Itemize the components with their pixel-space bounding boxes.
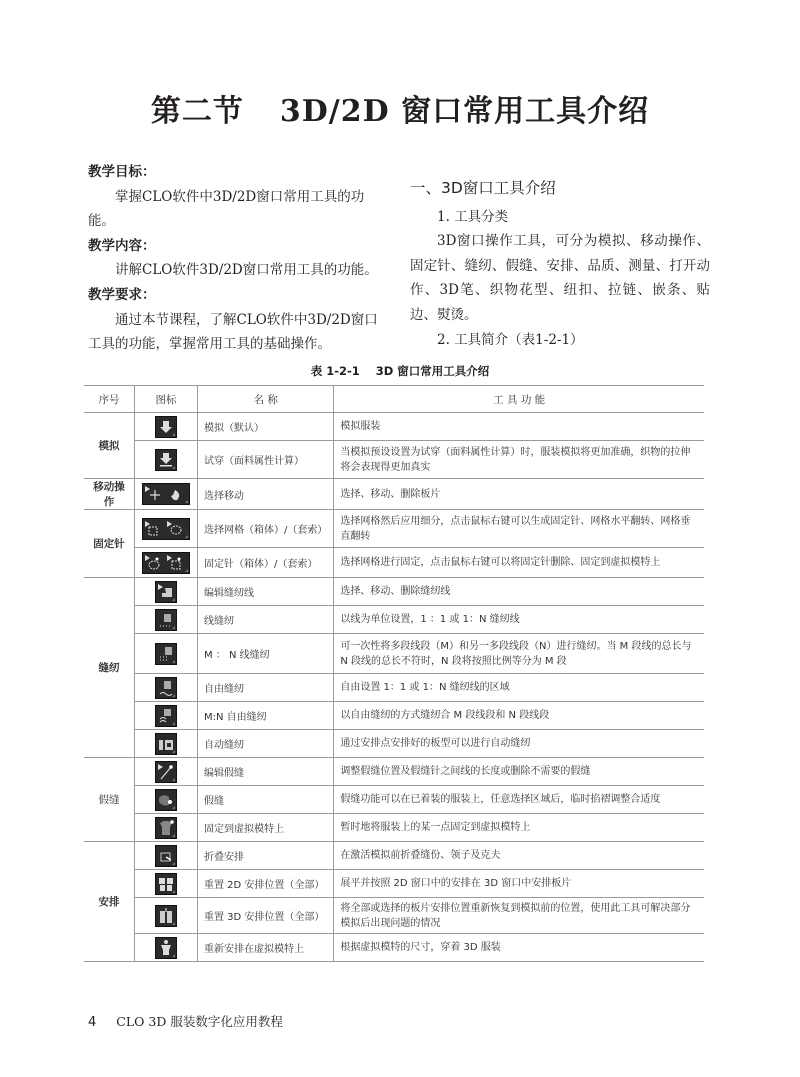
tool-name: 重置 2D 安排位置（全部） xyxy=(198,870,334,898)
tool-brief-heading: 2. 工具简介（表1-2-1） xyxy=(437,331,584,348)
icon-cell xyxy=(135,870,198,898)
tool-name: 固定到虚拟模特上 xyxy=(198,814,334,842)
table-row xyxy=(84,479,704,510)
icon-cell xyxy=(135,934,198,962)
requirement-text: 通过本节课程，了解CLO软件中3D/2D窗口工具的功能，掌握常用工具的基础操作。 xyxy=(88,311,378,353)
tool-name: 假缝 xyxy=(198,786,334,814)
tool-category-text: 3D窗口操作工具，可分为模拟、移动操作、固定针、缝纫、假缝、安排、品质、测量、打开动作、3D笔、织物花型、纽扣、拉链、嵌条、贴边、熨烫。 xyxy=(410,233,710,323)
select-move-icon xyxy=(142,483,190,505)
table-row xyxy=(84,786,704,814)
tack-icon xyxy=(155,789,177,811)
category-cell: 固定针 xyxy=(84,510,135,578)
fold-arrangement-icon xyxy=(155,845,177,867)
tool-name: 试穿（面料属性计算） xyxy=(198,441,334,479)
icon-cell xyxy=(135,510,198,548)
tool-name: 选择网格（箱体）/（套索） xyxy=(198,510,334,548)
category-cell: 假缝 xyxy=(84,758,135,842)
tool-name: 选择移动 xyxy=(198,479,334,510)
icon-cell xyxy=(135,758,198,786)
icon-cell xyxy=(135,578,198,606)
tool-function: 展平并按照 2D 窗口中的安排在 3D 窗口中安排板片 xyxy=(334,870,704,898)
select-mesh-icon xyxy=(142,518,190,540)
icon-cell xyxy=(135,606,198,634)
reset-2d-arrangement-icon xyxy=(155,873,177,895)
content-text: 讲解CLO软件3D/2D窗口常用工具的功能。 xyxy=(115,262,378,279)
book-title: CLO 3D 服装数字化应用教程 xyxy=(116,1014,283,1029)
table-row xyxy=(84,548,704,578)
content-heading: 教学内容： xyxy=(88,237,156,254)
tool-function: 模拟服装 xyxy=(334,413,704,441)
header-name: 名 称 xyxy=(198,386,334,413)
icon-cell xyxy=(135,634,198,674)
category-cell: 缝纫 xyxy=(84,578,135,758)
mn-free-sewing-icon xyxy=(155,705,177,727)
page-number: 4 xyxy=(88,1015,97,1030)
tool-function: 在激活模拟前折叠缝份、领子及克夫 xyxy=(334,842,704,870)
category-cell: 移动操作 xyxy=(84,479,135,510)
tool-name: 线缝纫 xyxy=(198,606,334,634)
auto-sewing-icon xyxy=(155,733,177,755)
table-header-row xyxy=(84,386,704,413)
tool-function: 暂时地将服装上的某一点固定到虚拟模特上 xyxy=(334,814,704,842)
table-caption xyxy=(0,363,800,379)
tool-name: 自动缝纫 xyxy=(198,730,334,758)
icon-cell xyxy=(135,842,198,870)
segment-sewing-icon xyxy=(155,609,177,631)
icon-cell xyxy=(135,674,198,702)
tool-name: 编辑假缝 xyxy=(198,758,334,786)
header-icon: 图标 xyxy=(135,386,198,413)
free-sewing-icon xyxy=(155,677,177,699)
tool-function: 选择网格进行固定，点击鼠标右键可以将固定针删除、固定到虚拟模特上 xyxy=(334,548,704,578)
tool-function: 可一次性将多段线段（M）和另一多段线段（N）进行缝纫。当 M 段线的总长与 N 段线的总长不符时，N 段将按照比例等分为 M 段 xyxy=(334,634,704,674)
requirement-heading: 教学要求： xyxy=(88,286,156,303)
tool-function: 以线为单位设置，1 ：1 或 1：N 缝纫线 xyxy=(334,606,704,634)
table-row xyxy=(84,702,704,730)
table-row xyxy=(84,758,704,786)
icon-cell xyxy=(135,413,198,441)
rearrange-on-avatar-icon xyxy=(155,937,177,959)
header-index: 序号 xyxy=(84,386,135,413)
icon-cell xyxy=(135,898,198,934)
category-cell: 安排 xyxy=(84,842,135,962)
teaching-info xyxy=(88,160,378,357)
page-footer xyxy=(88,1012,283,1030)
icon-cell xyxy=(135,702,198,730)
tool-name: 折叠安排 xyxy=(198,842,334,870)
section-title: 3D/2D 窗口常用工具介绍 xyxy=(279,94,650,129)
header-function: 工 具 功 能 xyxy=(334,386,704,413)
table-row xyxy=(84,413,704,441)
tool-name: M ： N 线缝纫 xyxy=(198,634,334,674)
table-row xyxy=(84,510,704,548)
tool-name: 编辑缝纫线 xyxy=(198,578,334,606)
tool-function: 将全部或选择的板片安排位置重新恢复到模拟前的位置，使用此工具可解决部分模拟后出现问题的情况 xyxy=(334,898,704,934)
table-row xyxy=(84,606,704,634)
mn-segment-sewing-icon xyxy=(155,643,177,665)
tool-name: 模拟（默认） xyxy=(198,413,334,441)
table-row xyxy=(84,578,704,606)
tool-name: 重新安排在虚拟模特上 xyxy=(198,934,334,962)
tool-function: 假缝功能可以在已着装的服装上，任意选择区域后，临时掐褶调整合适度 xyxy=(334,786,704,814)
simulate-icon xyxy=(155,416,177,438)
table-row xyxy=(84,634,704,674)
table-row xyxy=(84,814,704,842)
category-cell: 模拟 xyxy=(84,413,135,479)
fitting-simulate-icon xyxy=(155,449,177,471)
edit-sewing-icon xyxy=(155,581,177,603)
table-row xyxy=(84,674,704,702)
tool-intro xyxy=(410,176,710,352)
tool-name: M:N 自由缝纫 xyxy=(198,702,334,730)
tool-function: 以自由缝纫的方式缝纫合 M 段线段和 N 段线段 xyxy=(334,702,704,730)
tool-function: 根据虚拟模特的尺寸，穿着 3D 服装 xyxy=(334,934,704,962)
icon-cell xyxy=(135,814,198,842)
tool-function: 当模拟预设设置为试穿（面料属性计算）时，服装模拟将更加准确，织物的拉伸将会表现得更加真实 xyxy=(334,441,704,479)
tool-function: 选择、移动、删除缝纫线 xyxy=(334,578,704,606)
icon-cell xyxy=(135,548,198,578)
tool-name: 固定针（箱体）/（套索） xyxy=(198,548,334,578)
table-title: 3D 窗口常用工具介绍 xyxy=(375,364,490,378)
pin-icon xyxy=(142,552,190,574)
page-title xyxy=(0,86,800,130)
table-row xyxy=(84,898,704,934)
tools-table xyxy=(84,385,704,962)
table-row xyxy=(84,870,704,898)
goal-heading: 教学目标： xyxy=(88,164,156,180)
icon-cell xyxy=(135,441,198,479)
table-row xyxy=(84,730,704,758)
tool-function: 自由设置 1：1 或 1：N 缝纫线的区域 xyxy=(334,674,704,702)
tool-function: 通过安排点安排好的板型可以进行自动缝纫 xyxy=(334,730,704,758)
table-row xyxy=(84,842,704,870)
edit-tack-icon xyxy=(155,761,177,783)
tool-function: 选择、移动、删除板片 xyxy=(334,479,704,510)
tool-category-heading: 1. 工具分类 xyxy=(437,208,509,225)
reset-3d-arrangement-icon xyxy=(155,905,177,927)
table-number: 表 1-2-1 xyxy=(310,364,360,378)
subsection-heading: 一、3D窗口工具介绍 xyxy=(410,179,556,197)
goal-text: 掌握CLO软件中3D/2D窗口常用工具的功能。 xyxy=(88,188,365,230)
table-row xyxy=(84,934,704,962)
tool-name: 重置 3D 安排位置（全部） xyxy=(198,898,334,934)
icon-cell xyxy=(135,786,198,814)
icon-cell xyxy=(135,479,198,510)
table-row xyxy=(84,441,704,479)
section-number: 第二节 xyxy=(150,94,244,129)
tool-function: 调整假缝位置及假缝针之间线的长度或删除不需要的假缝 xyxy=(334,758,704,786)
tool-name: 自由缝纫 xyxy=(198,674,334,702)
tool-function: 选择网格然后应用细分，点击鼠标右键可以生成固定针、网格水平翻转、网格垂直翻转 xyxy=(334,510,704,548)
icon-cell xyxy=(135,730,198,758)
tack-on-avatar-icon xyxy=(155,817,177,839)
